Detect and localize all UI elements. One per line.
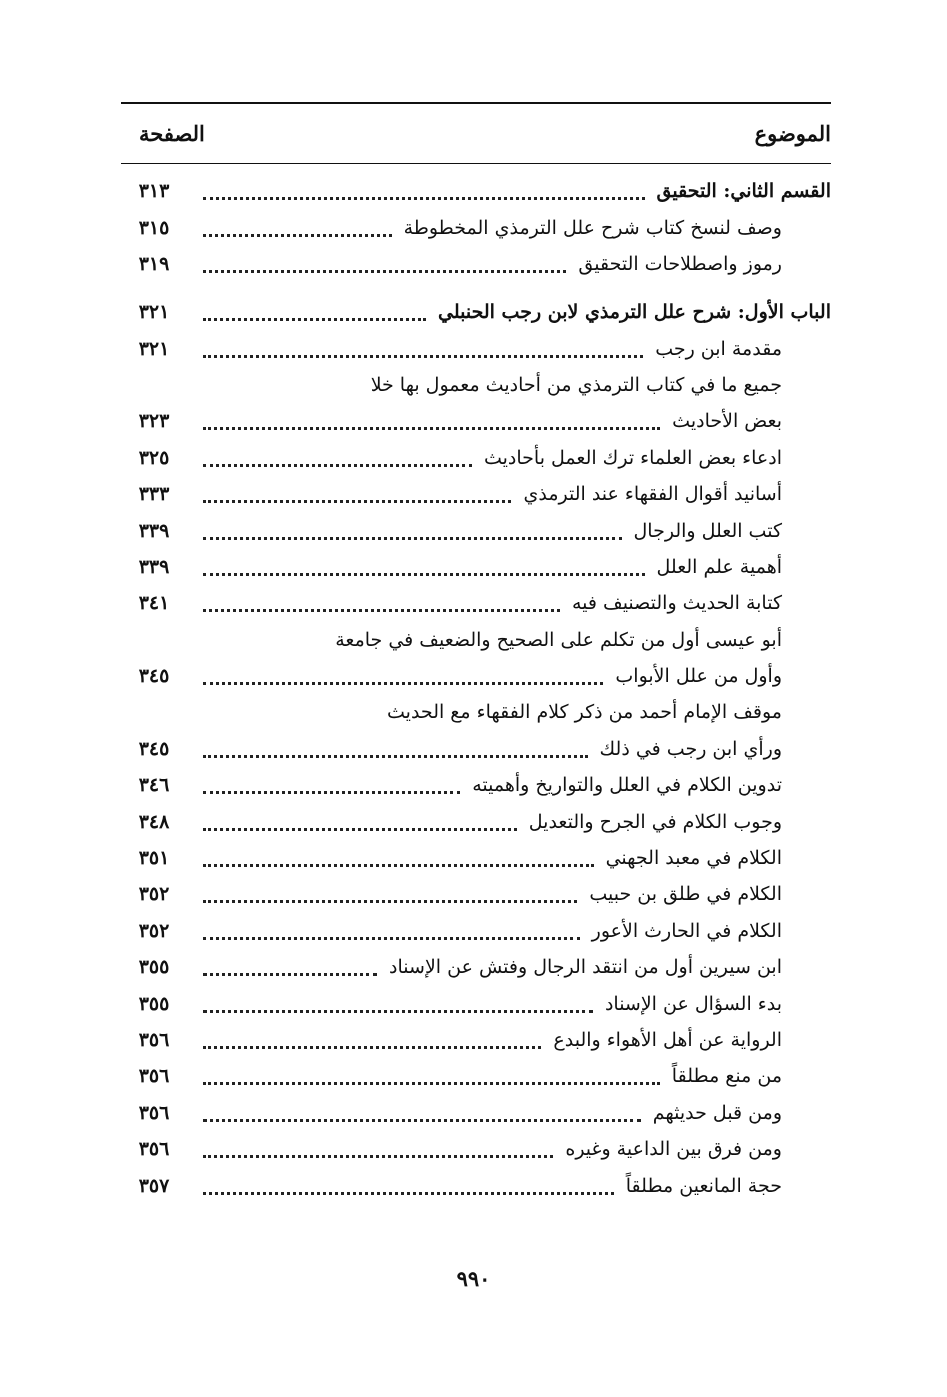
toc-entry-page: ٣٥٢ xyxy=(138,919,170,942)
dot-leader xyxy=(203,682,603,685)
toc-entry-title: أهمية علم العلل xyxy=(656,555,782,578)
dot-leader xyxy=(203,197,645,200)
toc-entry-page: ٣٢٣ xyxy=(138,410,170,433)
toc-entry-title: الكلام في طلق بن حبيب xyxy=(589,883,782,906)
dot-leader xyxy=(203,234,392,237)
dot-leader xyxy=(203,755,588,758)
toc-entry-title: جميع ما في كتاب الترمذي من أحاديث معمول بها خلا xyxy=(370,373,782,396)
table-of-contents xyxy=(0,172,947,1203)
toc-entry xyxy=(0,511,947,547)
toc-entry xyxy=(0,402,947,438)
toc-entry-page: ٣٤١ xyxy=(138,592,170,615)
dot-leader xyxy=(203,937,580,940)
toc-entry-title: بعض الأحاديث xyxy=(672,410,782,433)
toc-entry xyxy=(0,875,947,911)
toc-entry-page: ٣٤٦ xyxy=(138,774,170,797)
toc-entry xyxy=(0,1130,947,1166)
toc-entry-title: الكلام في الحارث الأعور xyxy=(591,919,782,942)
dot-leader xyxy=(203,427,660,430)
toc-entry-title: بدء السؤال عن الإسناد xyxy=(604,992,782,1015)
toc-entry-title: وجوب الكلام في الجرح والتعديل xyxy=(528,810,782,833)
toc-entry-title: كتابة الحديث والتصنيف فيه xyxy=(571,592,782,615)
dot-leader xyxy=(203,973,377,976)
toc-entry-title: حجة المانعين مطلقاً xyxy=(625,1174,782,1197)
toc-entry xyxy=(0,729,947,765)
toc-entry-title: أبو عيسى أول من تكلم على الصحيح والضعيف في جامعة xyxy=(335,628,782,651)
toc-entry xyxy=(0,984,947,1020)
toc-entry-page: ٣٤٥ xyxy=(138,737,170,760)
dot-leader xyxy=(203,1192,614,1195)
toc-entry-title: ورأي ابن رجب في ذلك xyxy=(599,737,782,760)
toc-entry xyxy=(0,766,947,802)
toc-entry-title: رموز واصطلاحات التحقيق xyxy=(578,253,782,276)
toc-entry xyxy=(0,329,947,365)
toc-entry-title: وصف لنسخ كتاب شرح علل الترمذي المخطوطة xyxy=(403,216,782,239)
toc-entry-title: الرواية عن أهل الأهواء والبدع xyxy=(553,1028,782,1051)
page-number: ٩٩٠ xyxy=(456,1266,491,1291)
toc-entry xyxy=(0,657,947,693)
toc-entry xyxy=(0,584,947,620)
toc-entry-page: ٣١٥ xyxy=(138,216,170,239)
toc-entry xyxy=(0,366,947,402)
toc-entry-page: ٣٤٥ xyxy=(138,665,170,688)
toc-entry-title: ومن فرق بين الداعية وغيره xyxy=(565,1138,782,1161)
dot-leader xyxy=(203,1082,660,1085)
toc-entry-page: ٣٥٦ xyxy=(138,1101,170,1124)
toc-entry-title: كتب العلل والرجال xyxy=(633,519,782,542)
toc-entry xyxy=(0,802,947,838)
topic-column-header: الموضوع xyxy=(754,121,831,146)
toc-entry xyxy=(0,948,947,984)
dot-leader xyxy=(203,573,645,576)
toc-entry-title: القسم الثاني: التحقيق xyxy=(656,180,831,203)
page-column-header: الصفحة xyxy=(139,121,205,146)
dot-leader xyxy=(203,318,426,321)
dot-leader xyxy=(203,1155,553,1158)
dot-leader xyxy=(203,864,594,867)
toc-entry xyxy=(0,281,947,329)
toc-entry-page: ٣١٩ xyxy=(138,253,170,276)
toc-entry xyxy=(0,911,947,947)
dot-leader xyxy=(203,828,517,831)
toc-entry xyxy=(0,172,947,208)
toc-entry xyxy=(0,839,947,875)
dot-leader xyxy=(203,537,622,540)
toc-entry-page: ٣٥٧ xyxy=(138,1174,170,1197)
toc-entry xyxy=(0,208,947,244)
toc-entry-page: ٣٥١ xyxy=(138,847,170,870)
toc-entry xyxy=(0,548,947,584)
toc-entry-page: ٣١٣ xyxy=(138,180,170,203)
toc-entry-title: من منع مطلقاً xyxy=(671,1065,782,1088)
toc-entry-page: ٣٣٩ xyxy=(138,555,170,578)
toc-entry-page: ٣٥٦ xyxy=(138,1065,170,1088)
toc-entry-title: الباب الأول: شرح علل الترمذي لابن رجب الحنبلي xyxy=(438,301,831,324)
toc-entry-page: ٣٢١ xyxy=(138,337,170,360)
toc-entry-title: أسانيد أقوال الفقهاء عند الترمذي xyxy=(523,483,782,506)
toc-entry-title: الكلام في معبد الجهني xyxy=(605,847,782,870)
toc-entry xyxy=(0,693,947,729)
toc-entry-title: تدوين الكلام في العلل والتواريخ وأهميته xyxy=(472,774,782,797)
toc-entry-page: ٣٢٥ xyxy=(138,446,170,469)
dot-leader xyxy=(203,1119,641,1122)
toc-entry-page: ٣٤٨ xyxy=(138,810,170,833)
dot-leader xyxy=(203,900,577,903)
toc-entry-page: ٣٣٩ xyxy=(138,519,170,542)
top-rule xyxy=(121,102,831,104)
toc-entry-title: مقدمة ابن رجب xyxy=(655,337,782,360)
toc-entry-title: ومن قبل حديثهم xyxy=(652,1101,782,1124)
toc-entry xyxy=(0,1166,947,1202)
toc-entry xyxy=(0,1057,947,1093)
toc-entry-page: ٣٥٦ xyxy=(138,1138,170,1161)
toc-entry-page: ٣٥٥ xyxy=(138,992,170,1015)
toc-entry-page: ٣٥٦ xyxy=(138,1028,170,1051)
dot-leader xyxy=(203,1010,593,1013)
toc-entry-page: ٣٥٢ xyxy=(138,883,170,906)
toc-entry-page: ٣٢١ xyxy=(138,301,170,324)
dot-leader xyxy=(203,609,560,612)
toc-entry xyxy=(0,245,947,281)
toc-entry-page: ٣٥٥ xyxy=(138,956,170,979)
toc-entry xyxy=(0,620,947,656)
dot-leader xyxy=(203,355,643,358)
toc-entry-title: ادعاء بعض العلماء ترك العمل بأحاديث xyxy=(483,446,782,469)
dot-leader xyxy=(203,270,566,273)
toc-entry-page: ٣٣٣ xyxy=(138,483,170,506)
dot-leader xyxy=(203,791,460,794)
toc-entry xyxy=(0,438,947,474)
dot-leader xyxy=(203,1046,541,1049)
dot-leader xyxy=(203,464,472,467)
toc-entry-title: موقف الإمام أحمد من ذكر كلام الفقهاء مع الحديث xyxy=(387,701,782,724)
toc-entry xyxy=(0,475,947,511)
toc-entry-title: ابن سيرين أول من انتقد الرجال وفتش عن الإسناد xyxy=(389,956,782,979)
header-rule xyxy=(121,163,831,164)
toc-entry xyxy=(0,1093,947,1129)
toc-entry-title: وأول من علل الأبواب xyxy=(615,665,782,688)
toc-entry xyxy=(0,1021,947,1057)
dot-leader xyxy=(203,500,511,503)
